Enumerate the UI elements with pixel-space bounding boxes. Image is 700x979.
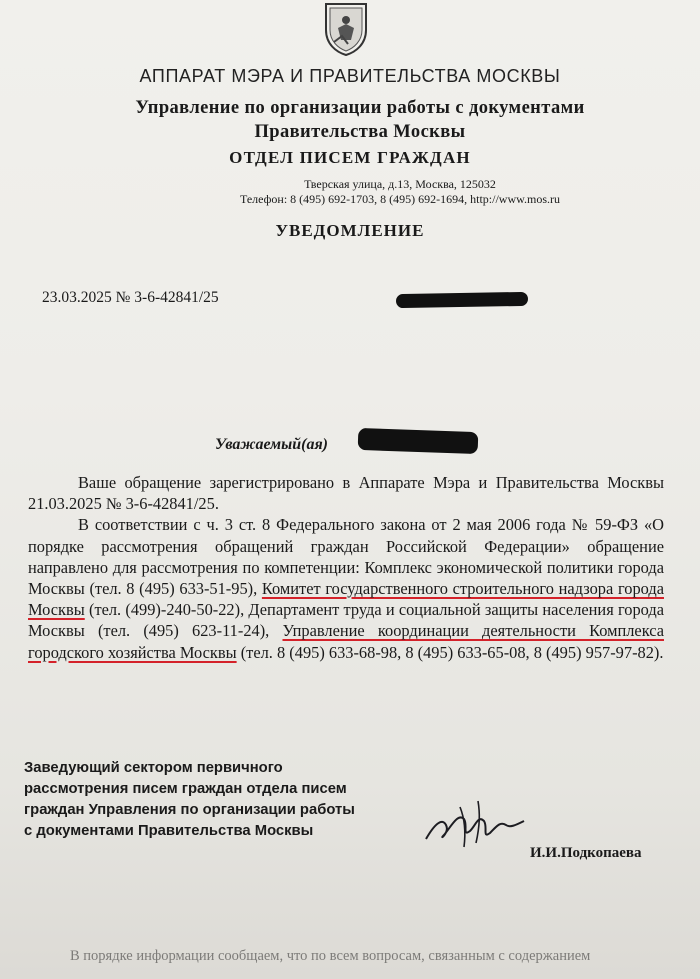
document-title: УВЕДОМЛЕНИЕ (275, 221, 425, 240)
address-line-1: Тверская улица, д.13, Москва, 125032 (304, 177, 496, 191)
redaction-recipient-name (358, 428, 479, 454)
letter-body (28, 472, 664, 663)
org-sub-heading (60, 96, 660, 144)
signer-position: Заведующий сектором первичного рассмотрения писем граждан отдела писем граждан Управления по организации работы с документами Правительства Москвы (24, 760, 355, 839)
underlined-org-city-economy: Управление координации деятельности Комплекса городского хозяйства Москвы (28, 621, 664, 662)
moscow-coat-of-arms-icon (318, 0, 374, 56)
org-main-heading: АППАРАТ МЭРА И ПРАВИТЕЛЬСТВА МОСКВЫ (139, 66, 561, 86)
redaction-recipient-address (396, 292, 528, 308)
paragraph-1: Ваше обращение зарегистрировано в Аппарате Мэра и Правительства Москвы 21.03.2025 № 3-6-42841/25. (28, 473, 664, 514)
paragraph-2-start: В соответствии с ч. 3 ст. 8 Федерального закона от 2 мая 2006 года № 59-ФЗ «О порядке рассмотрения обращений граждан Российской Федерации» обращение направлено для рассмотрения по компетенции: Комплекс экономической политики города Москвы (тел. 8 (495) 633-51-95), (28, 515, 664, 599)
greeting (215, 436, 328, 454)
department-heading: ОТДЕЛ ПИСЕМ ГРАЖДАН (229, 148, 471, 167)
address-line-2: Телефон: 8 (495) 692-1703, 8 (495) 692-1694, http://www.mos.ru (239, 192, 561, 206)
paragraph-2 (28, 514, 664, 662)
paragraph-2-mid: (тел. (499)-240-50-22), Департамент труда и социальной защиты населения города Москвы (тел. (495) 623-11-24), (28, 600, 664, 641)
underlined-org-construction-supervision: Комитет государственного строительного надзора города Москвы (28, 579, 664, 620)
paragraph-2-end: (тел. 8 (495) 633-68-98, 8 (495) 633-65-08, 8 (495) 957-97-82). (236, 642, 664, 662)
greeting-text: Уважаемый(ая) (215, 436, 329, 453)
signer-name: И.И.Подкопаева (530, 845, 642, 861)
org-sub-line-2: Правительства Москвы (254, 122, 466, 142)
address-block (0, 177, 700, 207)
footer-info-text: В порядке информации сообщаем, что по всем вопросам, связанным с содержанием (70, 948, 591, 964)
date-and-number: 23.03.2025 № 3-6-42841/25 (42, 289, 219, 306)
org-sub-line-1: Управление по организации работы с документами (135, 98, 585, 118)
handwritten-signature-icon (420, 795, 530, 855)
